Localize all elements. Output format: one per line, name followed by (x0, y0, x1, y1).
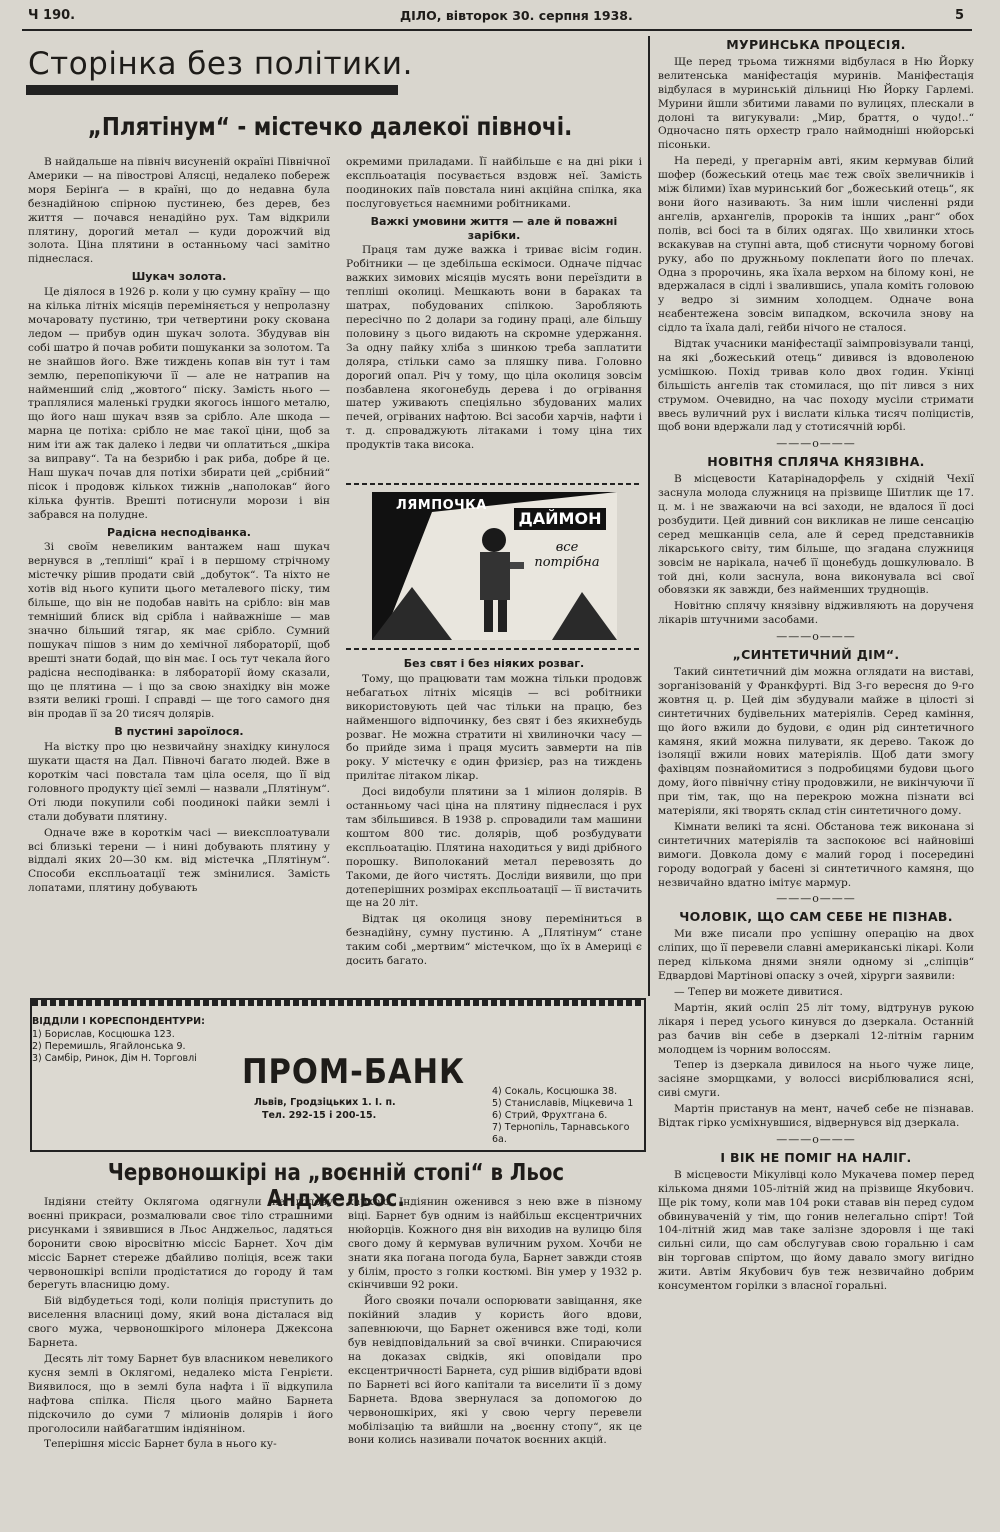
paragraph: Зі своїм невеликим вантажем наш шукач вернувся в „тепліші“ краї і в першому стрічному містечку рішив продати свій „добуток“. Та ніхто не хотів від нього купити цього металевого піску, тим більше, що він не подобав навіть на срібло: він мав темніший блиск від срібла і найважніше — мав значно більший тягар, як має срібло. Сумний пошукач пішов з ним до хемічної лябораторії, щоб врешті знати бодай, що він має. І ось тут чекала його радісна несподіванка: в лябораторії йому сказали, що це плятина — і що за свою знахідку він може взяти великі гроші. І справді — ще того самого дня він продав її за 20 тисяч долярів. (28, 541, 330, 721)
article-platinum-title: „Плятінум“ - містечко далекої півночі. (87, 112, 573, 141)
paragraph: Це діялося в 1926 р. коли у цю сумну країну — що на кілька літніх місяців переміняється у непролазну мочаровату пустиню, три четвертини року скована ледом — прибув один шукач золота. Збудував він собі шатро й почав робити пошуканки за золотом. Та не знайшов його. Вже тиждень копав він тут і там землю, перепопікуючи її — але не натрапив на найменший слід „жовтого“ піску. Замість нього — траплялися маленькі грудки якогось іншого металю, що його наш шукач взяв за срібло. Але шкода — марна це потіха: срібло не має такої ціни, щоб за ним іти аж так далеко і ледви чи оплатиться „шкіра за виправу“. Та на безрибю і рак риба, добре й це. Наш шукач почав для потіхи збирати цей „срібний“ пісок і продовж кількох тижнів „наполокав“ його кілька фунтів. Врешті потиснули морози і він забрався на полудне. (28, 286, 330, 521)
paragraph: Досі видобули плятини за 1 мілион долярів. В останньому часі ціна на плятину піднеслася і рух там збільшився. В 1938 р. спровадили там машини коштом 800 тис. долярів, щоб розбудувати експльоатацію. Плятина находиться у виді дрібного порошку. Виполоканий метал перевозять до Такоми, де його чистять. Досліди виявили, що при дотеперішних розмірах експльоатації — її вистачить ще на 20 літ. (346, 786, 642, 910)
bank-branch-7: 7) Тернопіль, Тарнавського 6а. (492, 1122, 630, 1145)
separator: ———о——— (776, 892, 856, 906)
article-redskins-title: Червоношкірі на „воєнній стопі“ в Льос Анджельос. (107, 1160, 565, 1212)
ad-slogan: все потрібна (534, 540, 600, 570)
paragraph: Бій відбудеться тоді, коли поліція приступить до виселення власниці дому, який вона дісталася від свого мужа, червоношкірого мілонера Джексона Барнета. (28, 1295, 333, 1350)
bank-branches-title: ВІДДІЛИ І КОРЕСПОНДЕНТУРИ: (32, 1016, 205, 1027)
article-redskins-col1 (28, 1196, 333, 1526)
paragraph: Тому, що працювати там можна тільки продовж небагатьох літніх місяців — всі робітники використовують цей час тільки на працю, без найменшого відпочинку, без свят і без якихнебудь розваг. Не можна стратити ні хвилиночки часу — бо прийде зима і праця мусить завмерти на пів року. У містечку є один фризієр, раз на тиждень прилітає літаком лікар. (346, 672, 642, 783)
ad-dash-bottom (346, 648, 642, 650)
paragraph: — Тепер ви можете дивитися. (674, 985, 843, 998)
paragraph: Мартін, який осліп 25 літ тому, відтрунув рукою лікаря і перед усього кинувся до дзеркала. Останній раз бачив він себе в дзеркалі 12-літнім гарним молодцем із чорним волоссям. (658, 1001, 974, 1056)
paragraph: Індіяни стейту Оклягома одягнули на голову воєнні прикраси, розмалювали своє тіло страшними рисунками і зявившися в Льос Анджельос, ладяться боронити свою віросвітню міссіс Барнет. Хоч дім міссіс Барнет стереже дбайливо поліція, всеж таки червоношкірі вспіли продістатися до городу й там берегуть власницю дому. (28, 1196, 333, 1292)
subheading: Без свят і без ніяких розваг. (403, 657, 585, 670)
paragraph: В місцевости Катарінадорфель у східній Чехії заснула молода служниця на прізвище Шитлик ще 17. ц. м. і не зважаючи на всі заходи, не вдалося її досі розбудити. Цей дивний сон викликав не лише сенсацію серед мешканців села, але й серед представників лікарського світу, тим більше, що згадана служниця зовсім не нарікала, начеб її щонебудь дошкулювало. В той дні, коли заснула, вона виконувала всі свої обовязки як завжди, без найменших труднощів. (658, 473, 974, 597)
subheading: Радісна несподіванка. (107, 525, 251, 539)
paragraph: Праця там дуже важка і триває вісім годин. Робітники — це здебільша ескімоси. Одначе підчас важких зимових місяців мусять вони переїздити в тепліші околиці. Мешкають вони в бараках та шатрах, побудованих спілкою. Заробляють пересічно по 2 долари за годину праці, але більшу половину з цього видають на скромне удержання. За одну пайку хліба з шинкою треба заплатити доляра, стільки само за пляшку пива. Головно дорогий опал. Річ у тому, що ціла околиця зовсім позбавлена якогонебудь дерева і до огрівання шатер уживають спеціяльно збудованих малих печей, огріваних нафтою. Всі засоби харчів, нафти і т. д. спроваджують літаками і тому ціна тих продуктів така висока. (346, 244, 642, 452)
paragraph: Кімнати великі та ясні. Обстанова теж виконана зі синтетичних матеріялів та заспокоює всі найновіші вимоги. Довкола дому є малий город і посередині городу водограй у басені зі синтетичного камяня, що незвичайно вдатно імітує мармур. (658, 820, 974, 889)
right-column-news (658, 36, 974, 1506)
paragraph: Ми вже писали про успішну операцію на двох сліпих, що її перевели славні американські лікарі. Коли перед кількома днями зняли одному зі „сліпців“ Едвардові Мартінові опаску з очей, хірурги заявили: (658, 928, 974, 982)
paragraph: На переді, у прегарнім авті, яким кермував білий шофер (божеський отець має теж своїх звеличників і між білими) їхав муринський бог „божеський отець“, як вони його називають. За ним ішли численні ряди ангелів, архангелів, пророків та інших „ранг“ обох полів, всі босі та в білих одягах. Що хвилинки хтось вскакував на ступні авта, щоб стиснути чорному богові руку, або по дружньому поклепати його по плечах. Одна з пророчинь, яка їхала верхом на білому коні, не вдержалася в сідлі і звалившись, упала коміть головою у ведро зі зимним холодцем. Одначе вона нєабентежена зовсім випадком, вскочила знову на сідло та їхала далі, гейби нічого не сталося. (658, 155, 974, 335)
article-platinum-col2b (346, 654, 642, 986)
separator: ———о——— (776, 630, 856, 644)
news-heading: І ВІК НЕ ПОМІГ НА НАЛІГ. (720, 1149, 912, 1165)
paragraph: Такий синтетичний дім можна оглядати на виставі, зорганізованій у Франкфурті. Від 3-го вересня до 9-го жовтня ц. р. Цей дім збудували майже в цілості зі синтетичних будівельних матеріялів. Серед каміння, що його вжили до будови, є один рід синтетичного камяня, який можна пилувати, як дерево. Також до ізоляції вжили нових матеріялів. Щоб дати змогу фахівцям познайомитися з подробицями будови цього дому, його північну стіну продовжили, не викінчуючи її при тім, так, що на перекрою можна пізнати всі матеріяли, які творять склад стін синтетичного дому. (658, 665, 974, 818)
subheading: В пустині зароїлося. (114, 725, 244, 739)
paragraph: Відтак ця околиця знову переміниться в безнадійну, сумну пустиню. А „Плятінум“ стане таким собі „мертвим“ містечком, що їх в Америці є досить багато. (346, 913, 642, 968)
bank-branch-6: 6) Стрий, Фрухтгана 6. (492, 1110, 608, 1121)
ad-label: ЛЯМПОЧКА (396, 498, 487, 513)
masthead: ДІЛО, вівторок 30. серпня 1938. (400, 8, 633, 23)
bank-branch-1: 1) Борислав, Косцюшка 123. (32, 1029, 175, 1040)
news-heading: „СИНТЕТИЧНИЙ ДІМ“. (732, 647, 900, 663)
column-divider-right (648, 36, 650, 996)
article-platinum-col1 (28, 156, 330, 986)
prom-bank-ad (30, 998, 646, 1152)
bank-ad-top-border (32, 1000, 644, 1006)
bank-address: Львів, Гродзіцьких 1. І. п. (254, 1097, 396, 1108)
paragraph: харкою. Індіянин оженився з нею вже в пізному віці. Барнет був одним із найбільш ексцентричних нюйорців. Кожного дня він виходив на вулицю біля свого дому й кермував вуличним рухом. Хочби не знати яка погана погода була, Барнет завжди стояв у білім, просто з голки костюмі. Він умер у 1932 р. скінчивши 92 роки. (348, 1196, 642, 1292)
paragraph: На вістку про цю незвичайну знахідку кинулося шукати щастя на Дал. Півночі багато людей. Вже в короткім часі повстала там ціла оселя, що її від головного продукту цієї землі — назвали „Плятінум“. Оті люди покупили собі поодинокі пайки землі і стали добувати плятину. (28, 741, 330, 823)
paragraph: В місцевости Мікулівці коло Мукачева помер перед кількома днями 105-літній жид на прізвище Якубович. Ще рік тому, коли мав 104 роки ставав він перед судом обвинуваченій у тім, що гонив нелегально спірт! Той 104-літній жид мав таке залізне здоровля і ще такі сильні сили, що сам обслугував свою горальню і сам він торговав спіртом, що йому давало змогу вигідно жити. Автім Якубович був теж незвичайно добрим консументом горілки з власної горальні. (658, 1168, 974, 1293)
header-rule (22, 29, 972, 31)
paragraph: Новітню сплячу князівну відживляють на дорученя лікарів штучними засобами. (658, 600, 974, 627)
paragraph: В найдальше на північ висуненій окраїні Північної Америки — на півострові Алясці, недалеко побереж моря Берінґа — в країні, що до недавна була безнадійною спірною пустинею, без дерев, без життя — почався ненадійно рух. Там відкрили плятину, дорогий метал — куди дорожчий від золота. Ціна плятини в останньому часі замітно піднеслася. (28, 156, 330, 266)
lamp-ad (372, 492, 617, 640)
bank-branch-3: 3) Самбір, Ринок, Дім Н. Торговлі (32, 1053, 197, 1064)
section-title: Сторінка без політики. (28, 46, 413, 82)
paragraph: Мартін пристанув на мент, начеб себе не пізнавав. Відтак гірко усміхнувшися, відвернувся від дзеркала. (658, 1103, 974, 1130)
bank-phone: Тел. 292-15 і 200-15. (262, 1110, 377, 1121)
page-number-left: Ч 190. (28, 8, 76, 23)
paragraph: Одначе вже в короткім часі — виексплоатували всі близькі терени — і нині добувають плятину у віддалі яких 20—30 км. від містечка „Плятінум“. Способи експльоатації теж змінилися. Замість лопатами, плятину добувають (28, 826, 330, 895)
paragraph: Його свояки почали оспорювати завіщання, яке покійний зладив у користь його вдови, запевнюючи, що Барнет оженився вже тоді, коли був невідповідальний за свої вчинки. Спираючися на доказах свідків, які оповідали про ексцентричності Барнета, суд рішив відібрати вдові по Барнеті всі його капітали та виселити її з дому Барнета. Вдова звернулася за допомогою до червоношкірих, які у свою чергу перевели мобілізацію та вийшли на „воєнну стопу“, як це вони колись називали початок воєнних акцій. (348, 1295, 642, 1447)
article-platinum-col2 (346, 156, 642, 486)
news-heading: НОВІТНЯ СПЛЯЧА КНЯЗІВНА. (707, 454, 925, 470)
paragraph: Ще перед трьома тижнями відбулася в Ню Йорку велитенська маніфестація муринів. Маніфестація відбулася в муринській дільниці Ню Йорку Гарлемі. Мурини йшли збитими лавами по вулицях, плескали в долоні та вигукували: „Мир, браття, о чудо!..“ Одночасно пять орхестр грало наймодніші нюйорські пісоньки. (658, 55, 974, 152)
section-title-bar (26, 85, 398, 95)
separator: ———о——— (776, 437, 856, 451)
bank-name: ПРОМ-БАНК (242, 1052, 465, 1092)
bank-branch-4: 4) Сокаль, Косцюшка 38. (492, 1086, 618, 1097)
subheading: Важкі умовини життя — але й поважні зарібки. (370, 214, 618, 242)
paragraph: Відтак учасники маніфестації заімпровізували танці, на які „божеський отець“ дивився із вдоволеною усмішкою. Похід тривав коло двох годин. Укінці більшість ангелів так стомилася, що піт лився з них струмом. Очевидно, на час походу мусіли стримати ввесь вуличний рух і вислати кілька тисяч поліцистів, щоб вони вдержали лад у стотисячній юрбі. (658, 338, 974, 434)
paragraph: Десять літ тому Барнет був власником невеликого кусня землі в Оклягомі, недалеко міста Генрієти. Виявилося, що в землі була нафта і її відкупила нафтова спілка. Після цього майно Барнета підскочило до суми 7 мілионів долярів і його проголосили найбагатшим індіяніном. (28, 1352, 333, 1435)
bank-branch-2: 2) Перемишль, Ягайлонська 9. (32, 1041, 186, 1052)
paragraph: Тепер із дзеркала дивилося на нього чуже лице, засіяне зморщками, у волоссі висріблювалися ясні, сиві смуги. (658, 1059, 974, 1100)
news-heading: МУРИНСЬКА ПРОЦЕСІЯ. (726, 37, 906, 52)
article-redskins-col2 (348, 1196, 642, 1526)
subheading: Шукач золота. (131, 270, 227, 284)
ad-dash-top (346, 483, 642, 485)
news-heading: ЧОЛОВІК, ЩО САМ СЕБЕ НЕ ПІЗНАВ. (679, 909, 953, 925)
paragraph: окремими приладами. Її найбільше є на дні ріки і експльоатація посувається вздовж неї. Замість поодиноких паїв повстала нині акційна спілка, яка послуговується наємними робітниками. (346, 156, 642, 210)
paragraph: Теперішня міссіс Барнет була в нього ку- (44, 1438, 277, 1451)
bank-branch-5: 5) Станиславів, Міцкевича 1 (492, 1098, 634, 1109)
separator: ———о——— (776, 1132, 856, 1146)
page-number-right: 5 (955, 8, 965, 23)
ad-brand: ДАЙМОН (514, 508, 606, 530)
